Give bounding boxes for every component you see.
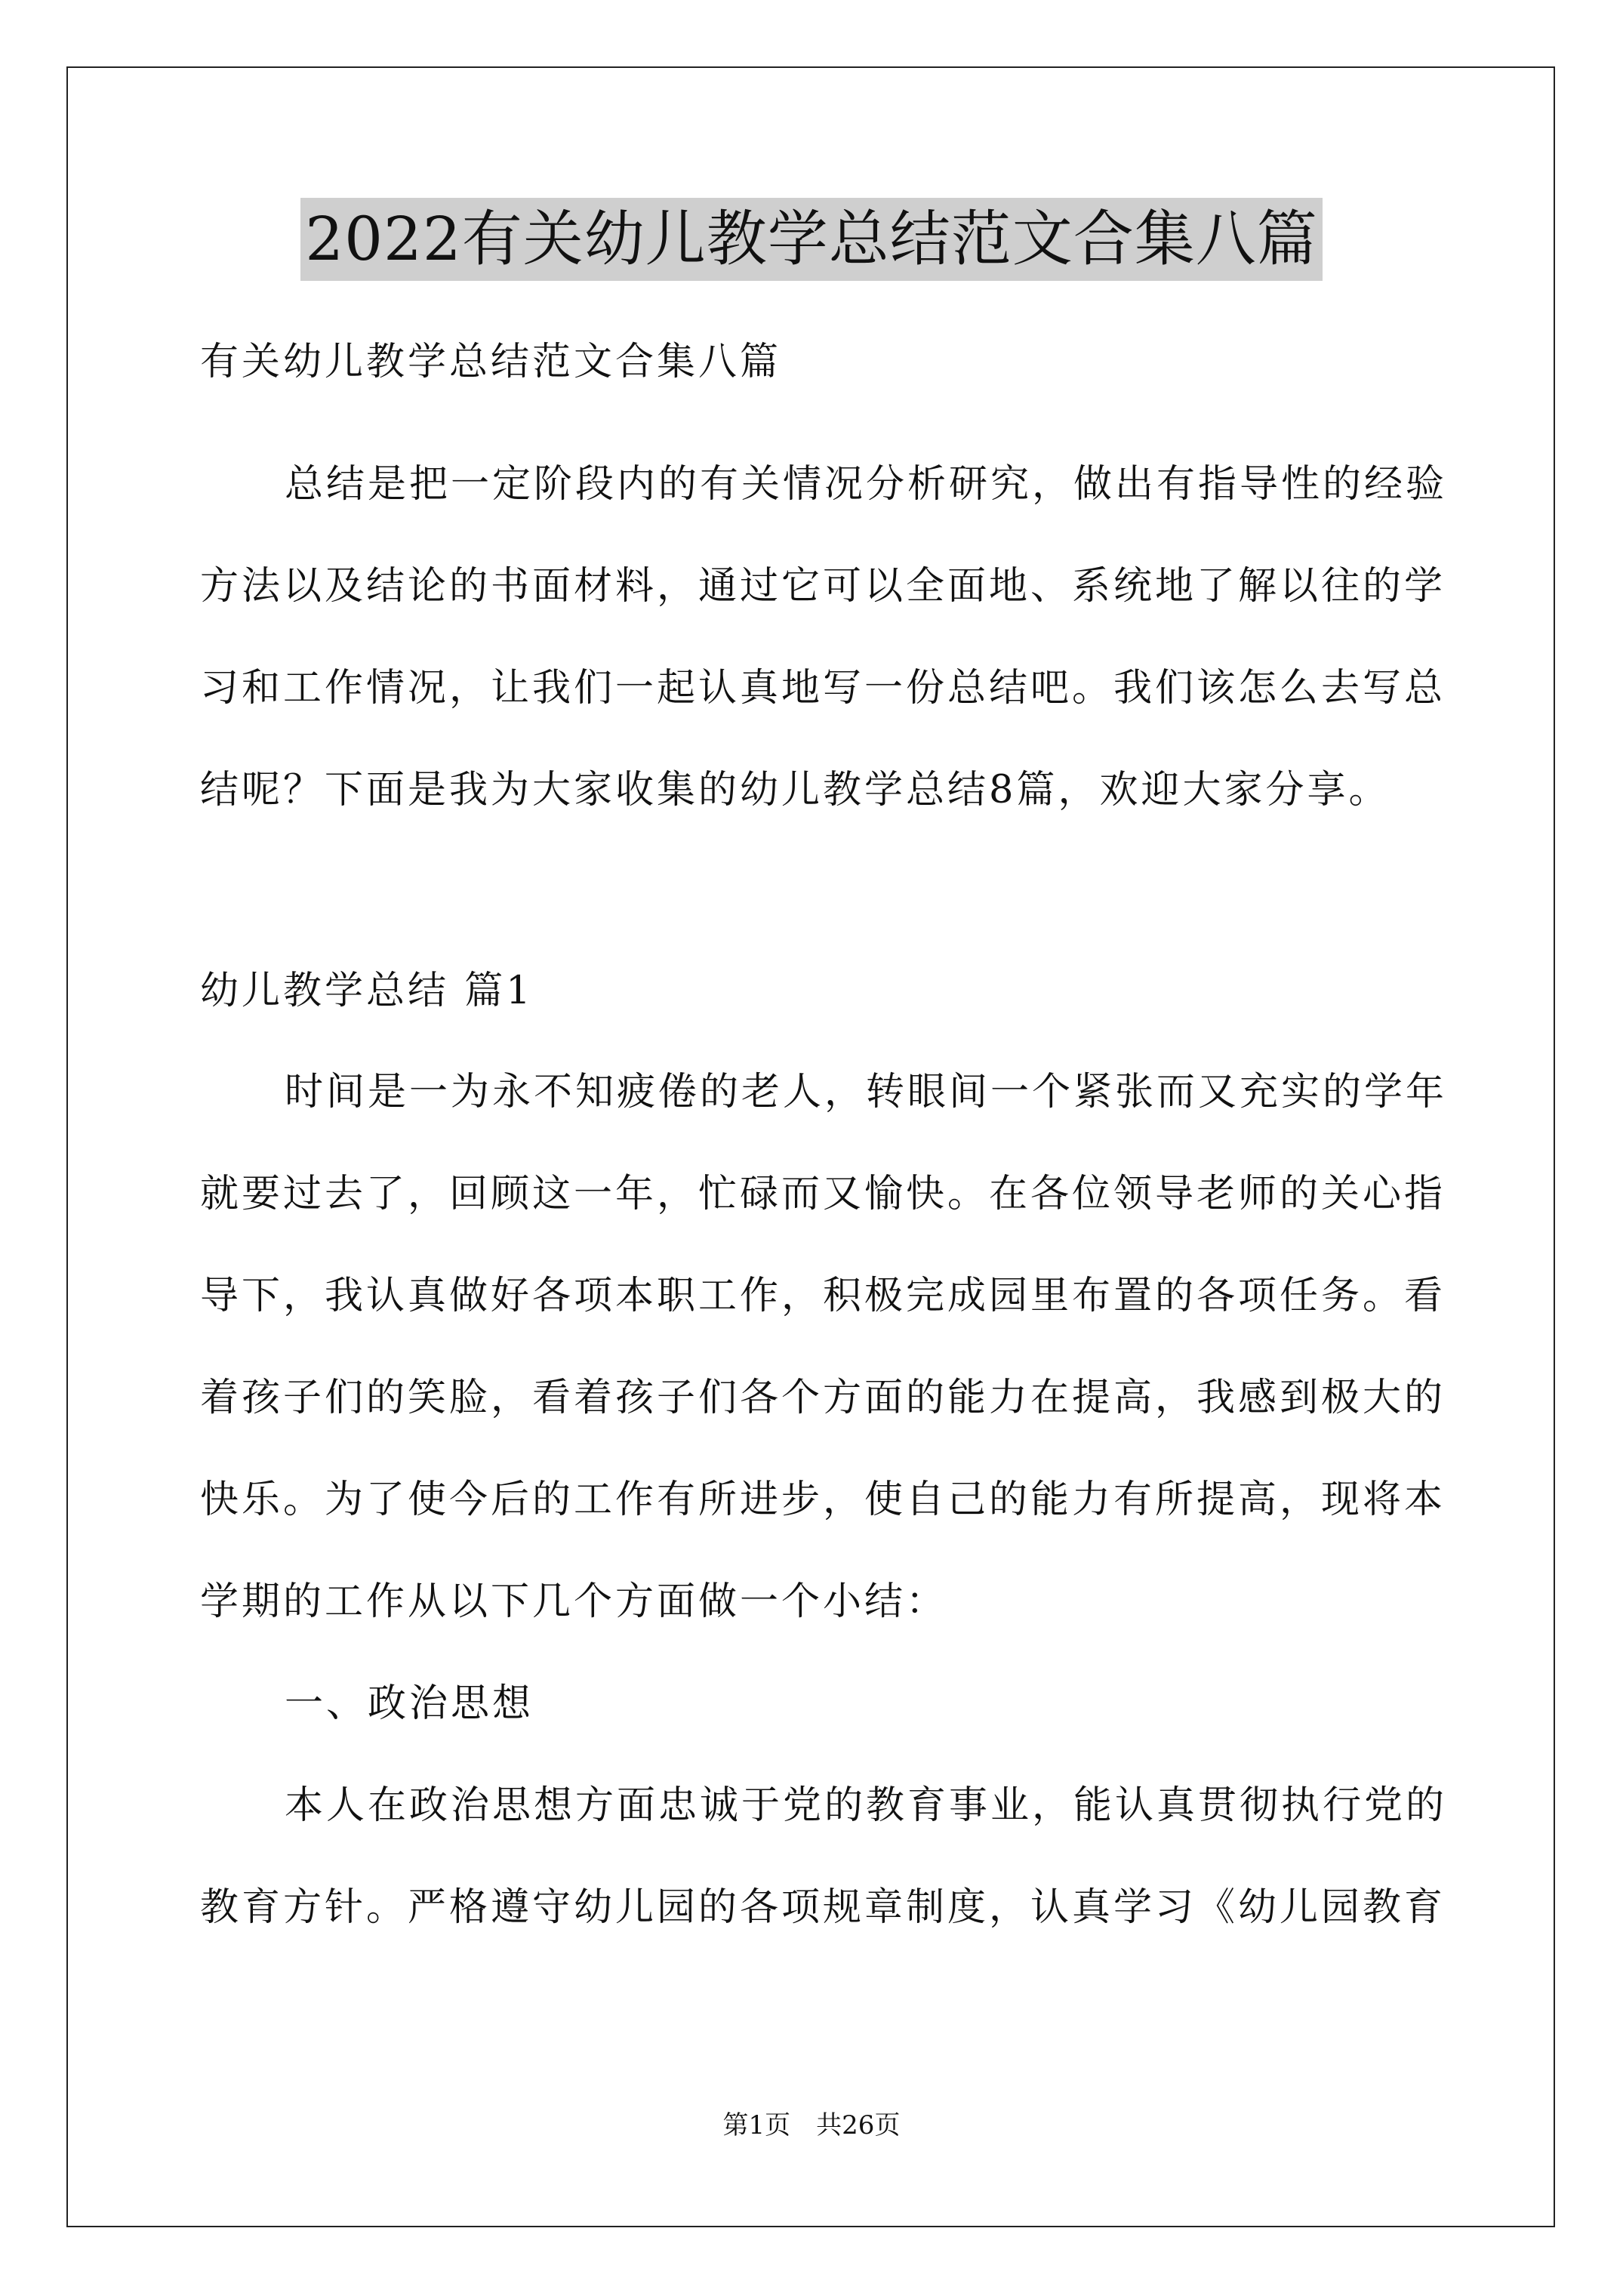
intro-line-3: 习和工作情况，让我们一起认真地写一份总结吧。我们该怎么去写总 <box>200 666 1446 710</box>
document-title: 2022有关幼儿教学总结范文合集八篇 <box>300 198 1323 281</box>
section-line-6: 学期的工作从以下几个方面做一个小结： <box>200 1579 948 1624</box>
section-line-3: 导下，我认真做好各项本职工作，积极完成园里布置的各项任务。看 <box>200 1274 1446 1318</box>
politics-line-1: 本人在政治思想方面忠诚于党的教育事业，能认真贯彻执行党的 <box>285 1783 1448 1828</box>
document-subtitle: 有关幼儿教学总结范文合集八篇 <box>200 340 782 384</box>
section-heading: 幼儿教学总结 篇1 <box>200 969 534 1013</box>
section-line-5: 快乐。为了使今后的工作有所进步，使自己的能力有所提高，现将本 <box>200 1478 1446 1522</box>
intro-line-2: 方法以及结论的书面材料，通过它可以全面地、系统地了解以往的学 <box>200 564 1446 609</box>
section-line-4: 着孩子们的笑脸，看着孩子们各个方面的能力在提高，我感到极大的 <box>200 1376 1446 1420</box>
intro-line-1: 总结是把一定阶段内的有关情况分析研究，做出有指导性的经验 <box>285 462 1448 507</box>
politics-subheading: 一、政治思想 <box>285 1681 534 1726</box>
page-footer: 第1页 共26页 <box>722 2110 901 2140</box>
section-line-2: 就要过去了，回顾这一年，忙碌而又愉快。在各位领导老师的关心指 <box>200 1172 1446 1216</box>
title-container <box>0 198 1623 281</box>
politics-line-2: 教育方针。严格遵守幼儿园的各项规章制度，认真学习《幼儿园教育 <box>200 1885 1446 1930</box>
section-line-1: 时间是一为永不知疲倦的老人，转眼间一个紧张而又充实的学年 <box>285 1070 1448 1114</box>
intro-line-4: 结呢？下面是我为大家收集的幼儿教学总结8篇，欢迎大家分享。 <box>200 768 1390 812</box>
